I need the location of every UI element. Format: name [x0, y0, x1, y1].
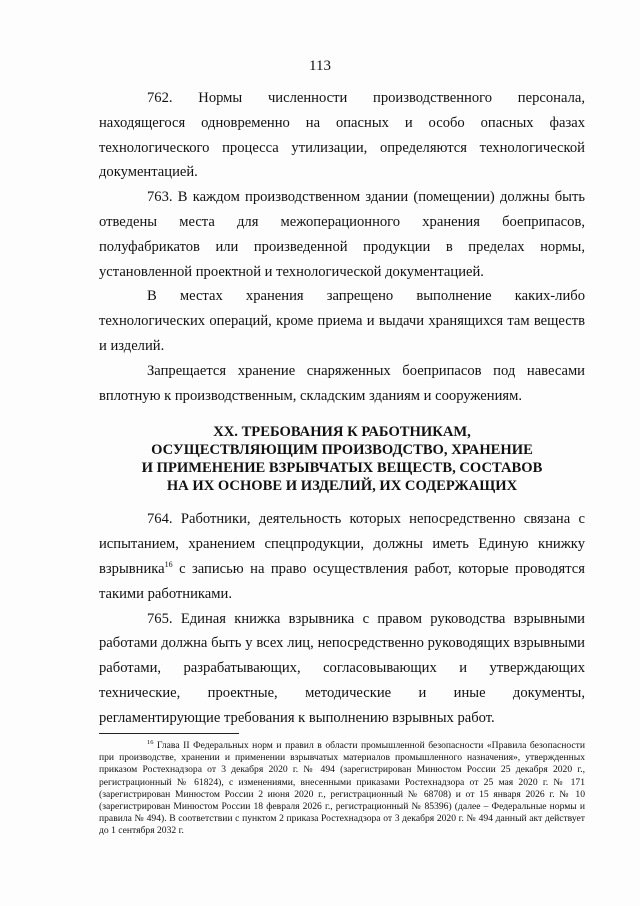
paragraph-762: 762. Нормы численности производственного персонала, находящегося одновременно на опасных и особо опасных фазах технологического процесса утилизации, определяются технологической документацией.	[99, 90, 585, 181]
page-number: 113	[309, 58, 331, 74]
section-heading	[99, 423, 585, 495]
section-heading-line-4: НА ИХ ОСНОВЕ И ИЗДЕЛИЙ, ИХ СОДЕРЖАЩИХ	[166, 478, 518, 495]
paragraph-764	[99, 507, 585, 606]
section-heading-line-3: И ПРИМЕНЕНИЕ ВЗРЫВЧАТЫХ ВЕЩЕСТВ, СОСТАВОВ	[141, 460, 543, 477]
footnote-divider	[99, 733, 239, 734]
paragraph-763-storage: В местах хранения запрещено выполнение каких-либо технологических операций, кроме приема и выдачи хранящихся там веществ и изделий.	[99, 288, 585, 354]
paragraph-764-text: 764. Работники, деятельность которых непосредственно связана с испытанием, хранением спецпродукции, должны иметь Единую книжку взрывника	[99, 511, 585, 577]
paragraph-763-prohibited: Запрещается хранение снаряженных боеприпасов под навесами вплотную к производственным, складским зданиям и сооружениям.	[99, 362, 585, 404]
footnote-text: Глава II Федеральных норм и правил в области промышленной безопасности «Правила безопасности при производстве, хранении и применении взрывчатых материалов промышленного назначения», утвержденных приказом Ростехнадзора от 3 декабря 2020 г. № 494 (зарегистрирован Минюстом России 25 декабря 2020 г., регистрационный № 61824), с изменениями, внесенными приказами Ростехнадзора от 25 мая 2020 г. № 171 (зарегистрирован Минюстом России 2 июня 2020 г., регистрационный № 68708) и от 15 января 2026 г. № 10 (зарегистрирован Минюстом России 18 февраля 2026 г., регистрационный № 85396) (далее – Федеральные нормы и правила № 494). В соответствии с пунктом 2 приказа Ростехнадзора от 3 декабря 2020 г. № 494 данный акт действует до 1 сентября 2032 г.	[99, 740, 585, 837]
footnote-marker: 16	[147, 738, 154, 746]
paragraph-764-continuation: с записью на право осуществления работ, которые проводятся такими работниками.	[99, 560, 585, 602]
document-body	[99, 86, 585, 731]
section-heading-line-1: XX. ТРЕБОВАНИЯ К РАБОТНИКАМ,	[213, 424, 471, 441]
footnote-reference[interactable]: 16	[164, 560, 173, 570]
section-heading-line-2: ОСУЩЕСТВЛЯЮЩИМ ПРОИЗВОДСТВО, ХРАНЕНИЕ	[151, 442, 533, 459]
paragraph-763: 763. В каждом производственном здании (помещении) должны быть отведены места для межоперационного хранения боеприпасов, полуфабрикатов или произведенной продукции в пределах нормы, установленной проектной и технологической документацией.	[99, 189, 585, 280]
footnote	[99, 740, 585, 838]
paragraph-765: 765. Единая книжка взрывника с правом руководства взрывными работами должна быть у всех лиц, непосредственно руководящих взрывными работами, разрабатывающих, согласовывающих и утверждающих технические, проектные, методические и иные документы, регламентирующие требования к выполнению взрывных работ.	[99, 610, 585, 726]
